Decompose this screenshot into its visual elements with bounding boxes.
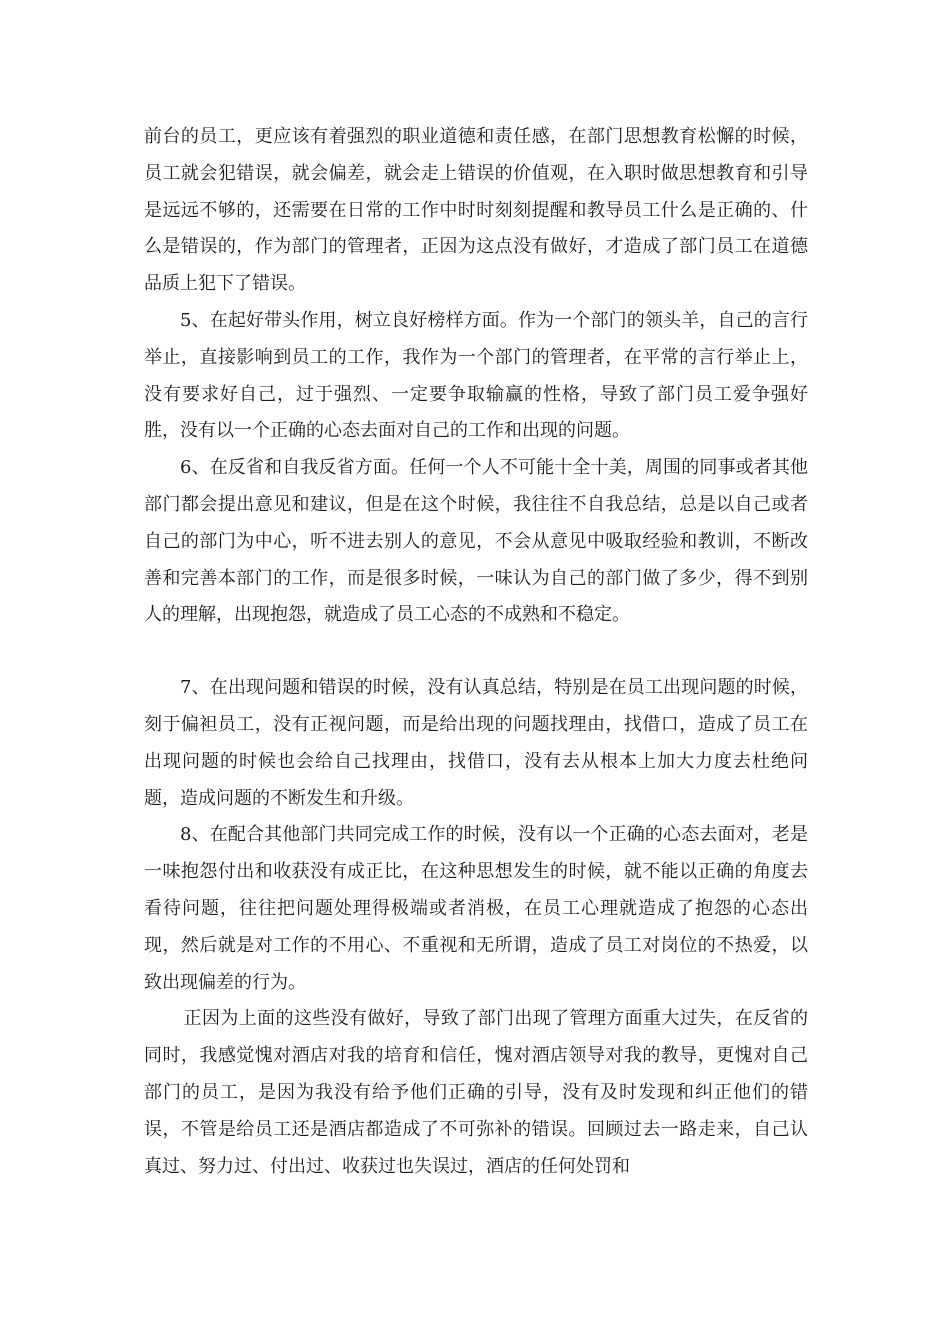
paragraph-item-7: 7、在出现问题和错误的时候，没有认真总结，特别是在员工出现问题的时候，刻于偏袒员工，没有正视问题，而是给出现的问题找理由，找借口，造成了员工在出现问题的时候也会给自己找理由，找借口，没有去从根本上加大力度去杜绝问题，造成问题的不断发生和升级。 [144, 677, 808, 809]
paragraph-item-8: 8、在配合其他部门共同完成工作的时候，没有以一个正确的心态去面对，老是一味抱怨付出和收获没有成正比，在这种思想发生的时候，就不能以正确的角度去看待问题，往往把问题处理得极端或者消极，在员工心理就造成了抱怨的心态出现，然后就是对工作的不用心、不重视和无所谓，造成了员工对岗位的不热爱，以致出现偏差的行为。 [144, 824, 808, 993]
paragraph-item-6: 6、在反省和自我反省方面。任何一个人不可能十全十美，周围的同事或者其他部门都会提出意见和建议，但是在这个时候，我往往不自我总结，总是以自己或者自己的部门为中心，听不进去别人的意见，不会从意见中吸取经验和教训，不断改善和完善本部门的工作，而是很多时候，一味认为自己的部门做了多少，得不到别人的理解，出现抱怨，就造成了员工心态的不成熟和不稳定。 [144, 457, 808, 626]
document-body [144, 119, 808, 1185]
paragraph-item-5: 5、在起好带头作用，树立良好榜样方面。作为一个部门的领头羊，自己的言行举止，直接影响到员工的工作，我作为一个部门的管理者，在平常的言行举止上，没有要求好自己，过于强烈、一定要争取输赢的性格，导致了部门员工爱争强好胜，没有以一个正确的心态去面对自己的工作和出现的问题。 [144, 309, 808, 442]
paragraph-conclusion: 正因为上面的这些没有做好，导致了部门出现了管理方面重大过失，在反省的同时，我感觉愧对酒店对我的培育和信任，愧对酒店领导对我的教导，更愧对自己部门的员工，是因为我没有给予他们正确的引导，没有及时发现和纠正他们的错误，不管是给员工还是酒店都造成了不可弥补的错误。回顾过去一路走来，自己认真过、努力过、付出过、收获过也失误过，酒店的任何处罚和 [144, 1008, 808, 1177]
paragraph-continuation: 前台的员工，更应该有着强烈的职业道德和责任感，在部门思想教育松懈的时候，员工就会犯错误，就会偏差，就会走上错误的价值观，在入职时做思想教育和引导是远远不够的，还需要在日常的工作中时时刻刻提醒和教导员工什么是正确的、什么是错误的，作为部门的管理者，正因为这点没有做好，才造成了部门员工在道德品质上犯下了错误。 [144, 126, 808, 295]
